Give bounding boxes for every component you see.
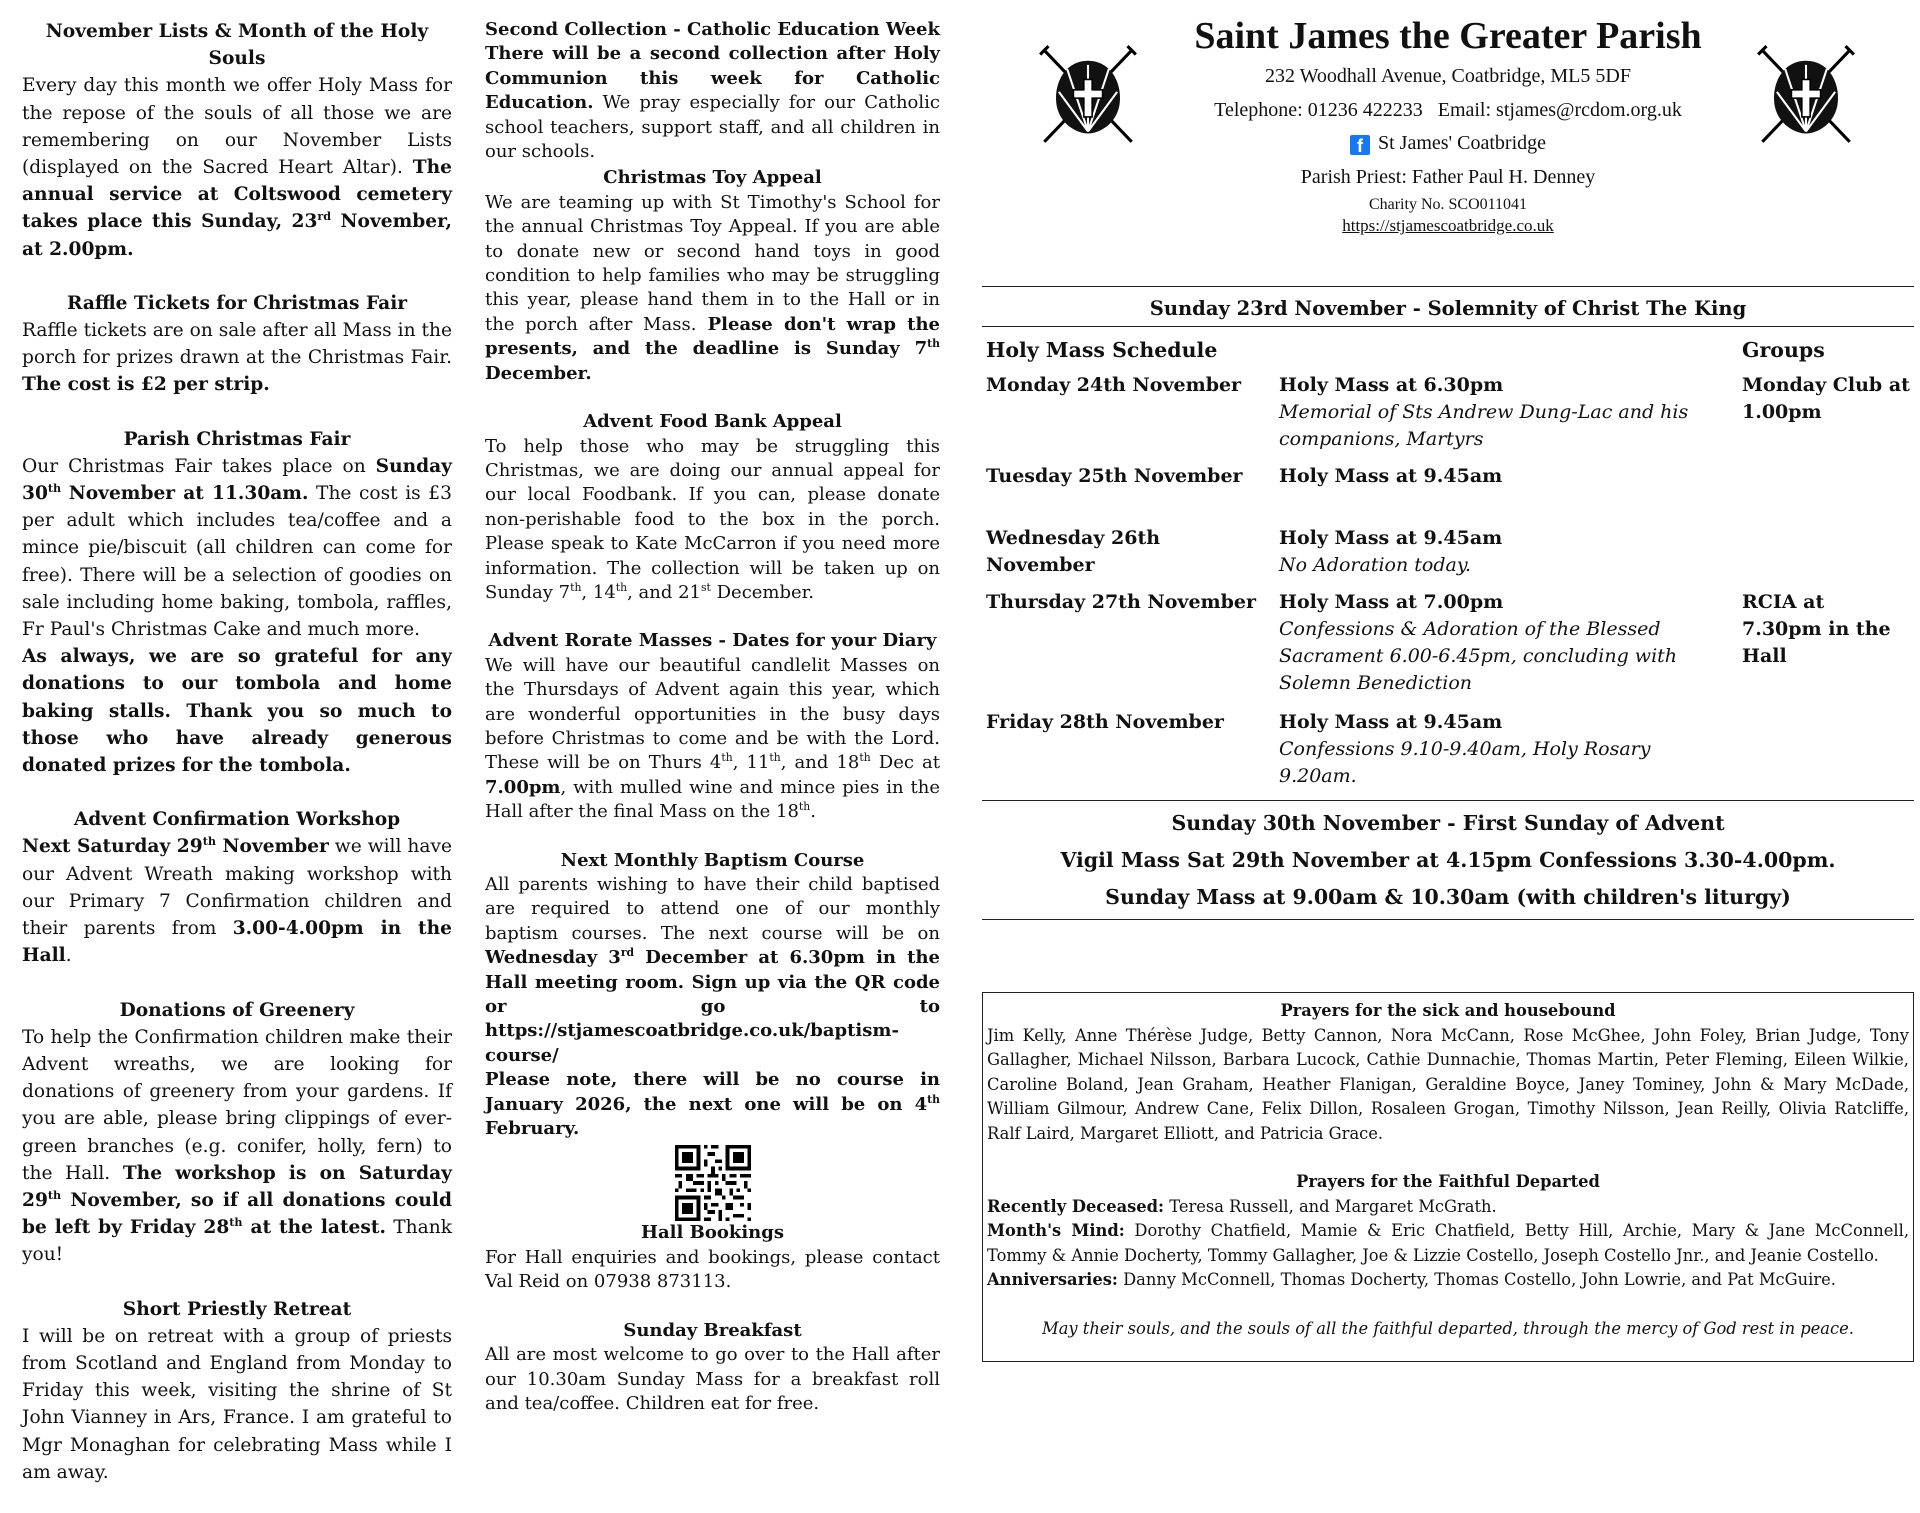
section-body: All are most welcome to go over to the Hall after our 10.30am Sunday Mass for a breakfast roll and tea/coffee. Children eat for free. [485, 1344, 940, 1414]
section-rorate-masses [485, 629, 940, 824]
schedule-heading: Holy Mass Schedule [986, 338, 1218, 362]
section-confirmation-workshop [22, 806, 452, 969]
website-link[interactable]: https://stjamescoatbridge.co.uk [1342, 216, 1554, 235]
column-right [982, 15, 1914, 1362]
closing-prayer: May their souls, and the souls of all the faithful departed, through the mercy of God rest in peace. [1042, 1318, 1854, 1338]
facebook-icon: f [1350, 135, 1370, 155]
parish-priest: Parish Priest: Father Paul H. Denney [1300, 165, 1596, 188]
table-header-row [982, 337, 1914, 372]
section-body-bold: As always, we are so grateful for any donations to our tombola and home baking stalls. Thank you so much to those who have already generous donated prizes for the tombola. [22, 646, 452, 777]
column-middle [485, 18, 940, 1440]
parish-address: 232 Woodhall Avenue, Coatbridge, ML5 5DF [1265, 65, 1631, 87]
section-greenery [22, 997, 452, 1269]
section-heading: Advent Food Bank Appeal [583, 411, 842, 433]
section-food-bank [485, 410, 940, 605]
prayers-sick-list: Jim Kelly, Anne Thérèse Judge, Betty Cannon, Nora McCann, Rose McGhee, John Foley, Brian Judge, Tony Gallagher, Michael Nilsson, Barbara Lucock, Cathie Dunnachie, Thomas Martin, Peter Fleming, Eileen Wilkie, Caroline Boland, Jean Graham, Heather Flanigan, Geraldine Boyce, Janey Tominey, John & Mary McDade, William Gilmour, Andrew Cane, Felix Dillon, Rosaleen Grogan, Timothy Nilsson, Jean Reilly, Olivia Ratcliffe, Ralf Laird, Margaret Elliott, and Patricia Grace. [987, 1025, 1909, 1143]
table-row: Tuesday 25th November Holy Mass at 9.45am [986, 465, 1503, 487]
section-heading: Donations of Greenery [119, 999, 355, 1021]
section-body: I will be on retreat with a group of priests from Scotland and England from Monday to Friday this week, visiting the shrine of St John Vianney in Ars, France. I am grateful to Mgr Monaghan for celebrating Mass while I am away. [22, 1325, 452, 1483]
section-body: For Hall enquiries and bookings, please contact Val Reid on 07938 873113. [485, 1246, 940, 1293]
table-row: Thursday 27th November Holy Mass at 7.00pm Confessions & Adoration of the Blessed Sacrament 6.00-6.45pm, concluding with Solemn Benediction RCIA at 7.30pm in the Hall [986, 591, 1891, 694]
section-raffle-tickets [22, 290, 452, 399]
section-second-collection [485, 18, 940, 164]
recently-deceased: Recently Deceased: Teresa Russell, and Margaret McGrath. [987, 1196, 1497, 1216]
section-sunday-breakfast [485, 1319, 940, 1417]
anniversaries: Anniversaries: Danny McConnell, Thomas Docherty, Thomas Costello, John Lowrie, and Pat McGuire. [987, 1270, 1836, 1289]
section-heading: Next Monthly Baptism Course [560, 849, 865, 871]
months-mind: Month's Mind: Dorothy Chatfield, Mamie & Eric Chatfield, Betty Hill, Archie, Mary & Jane McConnell, Tommy & Annie Docherty, Tommy Gallagher, Joe & Lizzie Costello, Joseph Costello Jnr., and Jeanie Costello. [987, 1221, 1909, 1265]
section-retreat [22, 1296, 452, 1486]
section-heading: Parish Christmas Fair [123, 428, 351, 450]
section-hall-bookings [485, 1221, 940, 1294]
section-heading: Raffle Tickets for Christmas Fair [66, 292, 408, 314]
parish-header [982, 12, 1914, 258]
qr-code-icon[interactable] [675, 1145, 751, 1221]
section-body: There will be a second collection after Holy Communion this week for Catholic Education. We pray especially for our Catholic school teachers, support staff, and all children in our schools. [485, 43, 940, 163]
section-toy-appeal [485, 166, 940, 386]
section-body-bold: Please note, there will be no course in January 2026, the next one will be on 4th February. [485, 1069, 940, 1140]
section-body: To help those who may be struggling this Christmas, we are doing our annual appeal for our local Foodbank. If you can, please donate non-perishable food to the box in the porch. Please speak to Kate McCarron if you need more information. The collection will be taken up on Sunday 7th, 14th, and 21st December. [485, 435, 940, 603]
section-baptism-course [485, 849, 940, 1222]
schedule-table [982, 337, 1914, 800]
section-heading: Second Collection - Catholic Education Week [485, 19, 940, 40]
section-november-lists [22, 18, 452, 263]
section-body: To help the Confirmation children make their Advent wreaths, we are looking for donations of greenery from your gardens. If you are able, please bring clippings of ever-green branches (e.g. conifer, holly, fern) to the Hall. The workshop is on Saturday 29th November, so if all donations could be left by Friday 28th at the latest. Thank you! [22, 1026, 452, 1266]
prayers-departed-heading: Prayers for the Faithful Departed [1296, 1172, 1600, 1191]
charity-number: Charity No. SCO011041 [1368, 196, 1528, 213]
groups-heading: Groups [1742, 338, 1825, 362]
section-heading: Christmas Toy Appeal [603, 167, 822, 189]
facebook-link[interactable]: f St James' Coatbridge [982, 127, 1914, 161]
section-heading: Hall Bookings [641, 1222, 784, 1244]
scallop-shell-crest-icon [1754, 42, 1858, 146]
section-body: We will have our beautiful candlelit Masses on the Thursdays of Advent again this year, which are wonderful opportunities in the busy days before Christmas to come and be with the Lord. These will be on Thurs 4th, 11th, and 18th Dec at 7.00pm, with mulled wine and mince pies in the Hall after the final Mass on the 18th. [485, 654, 941, 823]
section-heading: Short Priestly Retreat [122, 1298, 352, 1320]
mass-schedule [982, 286, 1914, 920]
table-row: Monday 24th November Holy Mass at 6.30pm Memorial of Sts Andrew Dung-Lac and his companions, Martyrs Monday Club at 1.00pm [986, 374, 1910, 450]
section-body: Our Christmas Fair takes place on Sunday 30th November at 11.30am. The cost is £3 per adult which includes tea/coffee and a mince pie/biscuit (all children can come for free). There will be a selection of goodies on sale including home baking, tombola, raffles, Fr Paul's Christmas Cake and much more. [22, 455, 452, 641]
advent-notice: Sunday 30th November - First Sunday of Advent Vigil Mass Sat 29th November at 4.15pm Confessions 3.30-4.00pm. Sunday Mass at 9.00am & 10.30am (with children's liturgy) [1060, 811, 1836, 909]
section-christmas-fair [22, 426, 452, 780]
section-heading: Advent Confirmation Workshop [73, 809, 401, 831]
section-heading: Sunday Breakfast [623, 1319, 802, 1341]
schedule-title: Sunday 23rd November - Solemnity of Christ The King [1149, 297, 1747, 320]
section-heading: Advent Rorate Masses - Dates for your Diary [488, 630, 937, 652]
parish-contact: Telephone: 01236 422233 Email: stjames@rcdom.org.uk [1214, 98, 1682, 121]
section-body: All parents wishing to have their child baptised are required to attend one of our monthly baptism courses. The next course will be on Wednesday 3rd December at 6.30pm in the Hall meeting room. Sign up via the QR code or go to https://stjamescoatbridge.co.uk/baptism-course/ [485, 874, 940, 1066]
table-row: Friday 28th November Holy Mass at 9.45am Confessions 9.10-9.40am, Holy Rosary 9.20am. [986, 711, 1651, 787]
section-body: Every day this month we offer Holy Mass for the repose of the souls of all those we are remembering on our November Lists (displayed on the Sacred Heart Altar). The annual service at Coltswood cemetery takes place this Sunday, 23rd November, at 2.00pm. [22, 75, 452, 260]
parish-title: Saint James the Greater Parish [1194, 15, 1702, 57]
divider [982, 326, 1914, 327]
column-left [22, 18, 452, 1513]
scallop-shell-crest-icon [1036, 42, 1140, 146]
divider [982, 919, 1914, 920]
section-body: We are teaming up with St Timothy's School for the annual Christmas Toy Appeal. If you are able to donate new or second hand toys in good condition to help families who may be struggling this year, please hand them in to the Hall or in the porch after Mass. Please don't wrap the presents, and the deadline is Sunday 7th December. [485, 191, 940, 384]
prayers-sick-heading: Prayers for the sick and housebound [1280, 1001, 1616, 1020]
section-heading: November Lists & Month of the Holy Souls [45, 21, 429, 70]
table-row: Wednesday 26th November Holy Mass at 9.45am No Adoration today. [986, 527, 1503, 576]
prayers-box [982, 992, 1914, 1362]
section-body: Raffle tickets are on sale after all Mass in the porch for prizes drawn at the Christmas Fair. The cost is £2 per strip. [22, 320, 452, 396]
section-body: Next Saturday 29th November we will have our Advent Wreath making workshop with our Primary 7 Confirmation children and their parents from 3.00-4.00pm in the Hall. [22, 835, 452, 967]
